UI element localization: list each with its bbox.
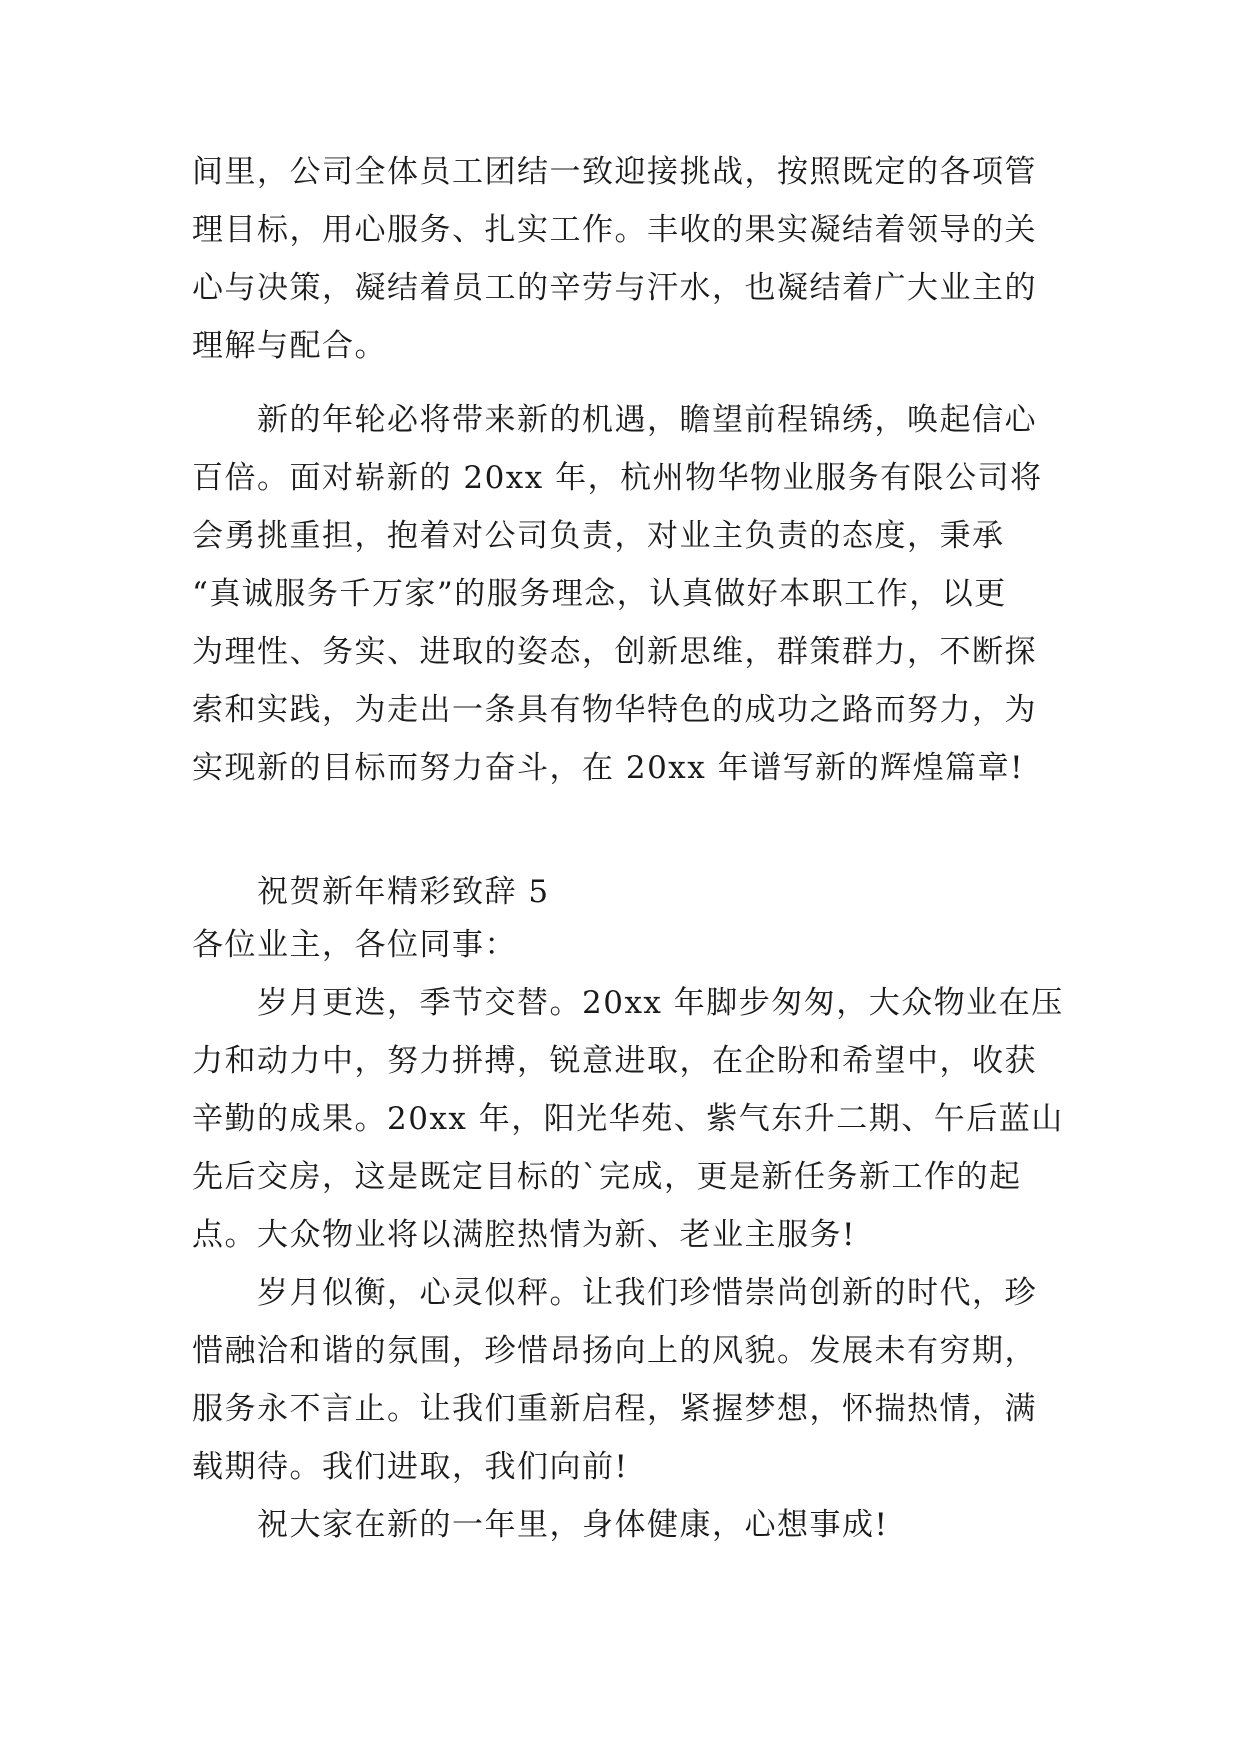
paragraph-line: 先后交房，这是既定目标的`完成，更是新任务新工作的起 bbox=[192, 1159, 1022, 1195]
paragraph-line: 点。大众物业将以满腔热情为新、老业主服务! bbox=[192, 1217, 856, 1253]
paragraph-line: 新的年轮必将带来新的机遇，瞻望前程锦绣，唤起信心 bbox=[257, 402, 1037, 438]
paragraph-line: 索和实践，为走出一条具有物华特色的成功之路而努力，为 bbox=[192, 692, 1037, 728]
paragraph-line: 间里，公司全体员工团结一致迎接挑战，按照既定的各项管 bbox=[192, 154, 1037, 190]
paragraph-line: 辛勤的成果。20xx 年，阳光华苑、紫气东升二期、午后蓝山 bbox=[192, 1101, 1064, 1137]
paragraph-line: 会勇挑重担，抱着对公司负责，对业主负责的态度，秉承 bbox=[192, 518, 1005, 554]
paragraph-line: 百倍。面对崭新的 20xx 年，杭州物华物业服务有限公司将 bbox=[192, 460, 1043, 496]
paragraph-line: 为理性、务实、进取的姿态，创新思维，群策群力，不断探 bbox=[192, 634, 1037, 670]
paragraph-line: 力和动力中，努力拼搏，锐意进取，在企盼和希望中，收获 bbox=[192, 1043, 1037, 1079]
paragraph-line: 服务永不言止。让我们重新启程，紧握梦想，怀揣热情，满 bbox=[192, 1391, 1037, 1427]
paragraph-line: 岁月似衡，心灵似秤。让我们珍惜崇尚创新的时代，珍 bbox=[257, 1275, 1037, 1311]
paragraph-line: 惜融洽和谐的氛围，珍惜昂扬向上的风貌。发展未有穷期， bbox=[192, 1333, 1037, 1369]
salutation: 各位业主，各位同事： bbox=[192, 927, 517, 963]
paragraph-line: 心与决策，凝结着员工的辛劳与汗水，也凝结着广大业主的 bbox=[192, 270, 1037, 306]
paragraph-line: 理目标，用心服务、扎实工作。丰收的果实凝结着领导的关 bbox=[192, 212, 1037, 248]
paragraph-line: 理解与配合。 bbox=[192, 328, 387, 364]
paragraph-line: “真诚服务千万家”的服务理念，认真做好本职工作，以更 bbox=[192, 576, 1007, 612]
section-heading: 祝贺新年精彩致辞 5 bbox=[257, 874, 550, 910]
paragraph-line: 岁月更迭，季节交替。20xx 年脚步匆匆，大众物业在压 bbox=[257, 985, 1064, 1021]
paragraph-line: 载期待。我们进取，我们向前! bbox=[192, 1449, 629, 1485]
paragraph-line: 实现新的目标而努力奋斗，在 20xx 年谱写新的辉煌篇章! bbox=[192, 750, 1025, 786]
closing-line: 祝大家在新的一年里，身体健康，心想事成! bbox=[257, 1507, 889, 1543]
